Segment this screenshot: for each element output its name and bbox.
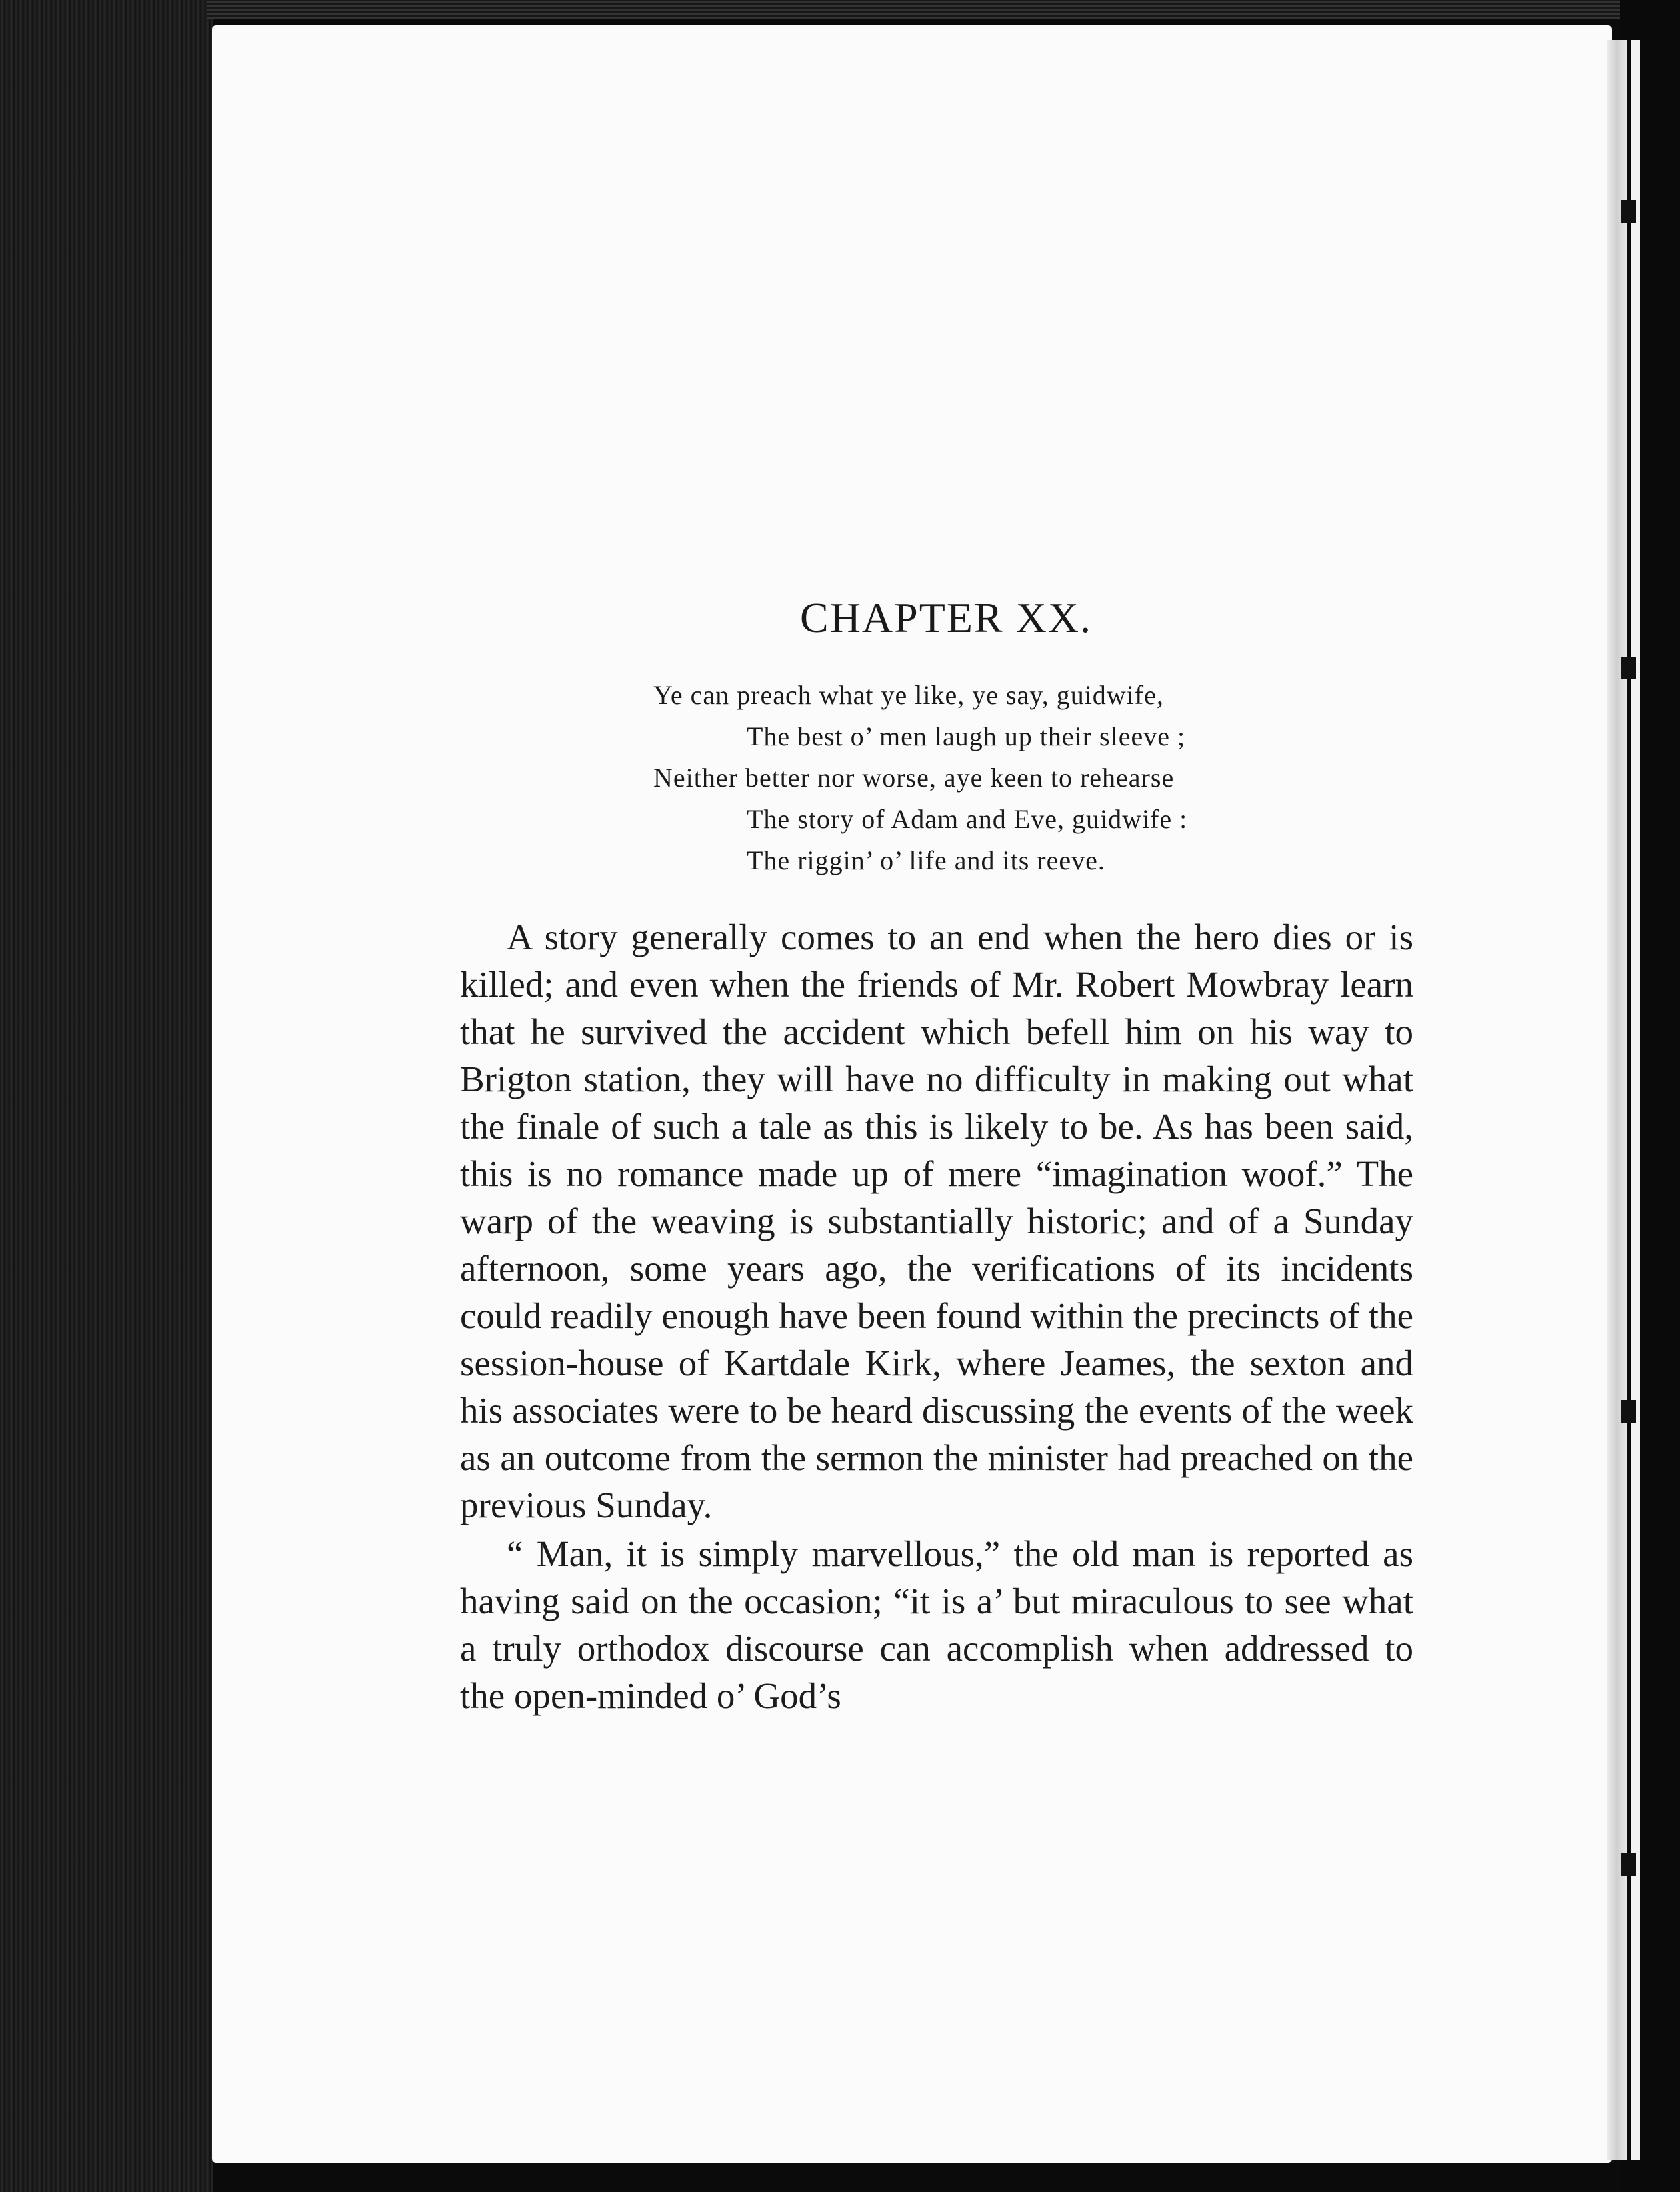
epigraph [653,675,1327,881]
page-binding-strip-outer [1631,40,1640,2160]
body-paragraph: “ Man, it is simply marvellous,” the old man is reported as having said on the occasion; “it is a’ but miraculous to see what a truly orthodox discourse can accomplish when addressed to the open-minded o’ God’s [460,1533,1413,1716]
epigraph-line: Ye can preach what ye like, ye say, guidwife, [653,680,1164,710]
binding-mark [1621,200,1636,223]
chapter-title: CHAPTER XX. [800,594,1093,641]
epigraph-line: The story of Adam and Eve, guidwife : [747,804,1188,834]
chapter-body [460,913,1413,1719]
binding-mark [1621,657,1636,679]
epigraph-line: Neither better nor worse, aye keen to rehearse [653,763,1175,793]
body-paragraph: A story generally comes to an end when the hero dies or is killed; and even when the friends of Mr. Robert Mowbray learn that he survived the accident which befell him on his way to Brigton station, they will have no difficulty in making out what the finale of such a tale as this is likely to be. As has been said, this is no romance made up of mere “imagination woof.” The warp of the weaving is substantially historic; and of a Sunday afternoon, some years ago, the verifications of its incidents could readily enough have been found within the precincts of the session-house of Kartdale Kirk, where Jeames, the sexton and his associates were to be heard discussing the events of the week as an outcome from the sermon the minister had preached on the previous Sunday. [460,917,1413,1525]
page-edge-top [207,0,1627,19]
binding-mark [1621,1400,1636,1423]
epigraph-line: The riggin’ o’ life and its reeve. [747,845,1105,875]
page-binding-strip [1607,40,1627,2160]
binding-mark [1621,1853,1636,1876]
page-edges-left [0,0,213,2192]
epigraph-line: The best o’ men laugh up their sleeve ; [747,721,1186,751]
